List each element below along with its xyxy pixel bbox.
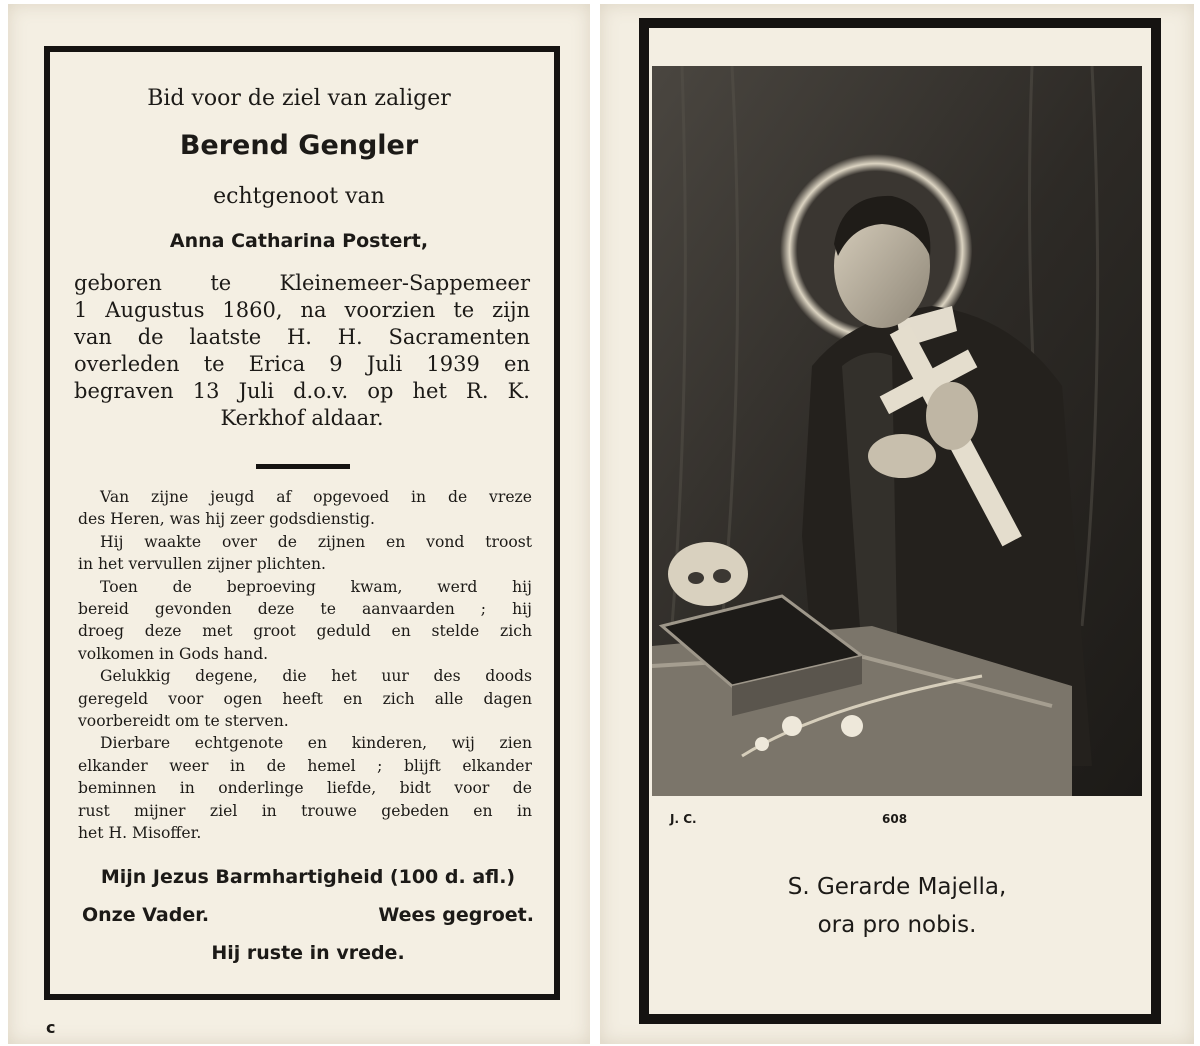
saint-gerard-picture <box>652 66 1142 796</box>
memorial-card-image <box>600 4 1194 1044</box>
bio-line: geboren te Kleinemeer-Sappemeer <box>74 271 530 295</box>
bio-line: overleden te Erica 9 Juli 1939 en <box>74 352 530 376</box>
bio-line: van de laatste H. H. Sacramenten <box>74 325 530 349</box>
divider <box>256 464 350 469</box>
verse-line: rust mijner ziel in trouwe gebeden en in <box>78 801 532 820</box>
intro-line: Bid voor de ziel van zaliger <box>147 86 451 111</box>
verse-line: het H. Misoffer. <box>78 824 202 843</box>
verse-line: elkander weer in de hemel ; blijft elkander <box>78 756 532 775</box>
skull <box>668 542 748 606</box>
bio-line: Kerkhof aldaar. <box>220 406 384 430</box>
verse-line: Gelukkig degene, die het uur des doods <box>100 667 532 686</box>
verse-line: geregeld voor ogen heeft en zich alle dagen <box>78 689 532 708</box>
corner-mark: c <box>46 1018 56 1037</box>
spouse-name: Anna Catharina Postert, <box>169 230 429 252</box>
verse-line: Hij waakte over de zijnen en vond troost <box>100 532 532 551</box>
invocation-line-2: ora pro nobis. <box>817 912 977 938</box>
verse-line: Toen de beproeving kwam, werd hij <box>100 577 532 596</box>
invocation-line-1: S. Gerarde Majella, <box>787 874 1007 900</box>
verse-line: volkomen in Gods hand. <box>78 644 269 663</box>
deceased-name: Berend Gengler <box>179 130 419 161</box>
spouse-label: echtgenoot van <box>213 184 385 209</box>
verse-line: droeg deze met groot geduld en stelde zich <box>78 622 532 641</box>
verse-line: beminnen in onderlinge liefde, bidt voor de <box>78 779 532 798</box>
prayer-hail-mary: Wees gegroet. <box>378 904 534 926</box>
prayer-our-father: Onze Vader. <box>82 904 210 926</box>
saint-illustration <box>652 66 1142 796</box>
biography <box>74 270 530 432</box>
verse-line: des Heren, was hij zeer godsdienstig. <box>78 510 375 529</box>
rest-in-peace: Hij ruste in vrede. <box>211 942 405 964</box>
bio-line: begraven 13 Juli d.o.v. op het R. K. <box>74 379 530 403</box>
prayer-line: Mijn Jezus Barmhartigheid (100 d. afl.) <box>100 866 516 888</box>
verse-line: Van zijne jeugd af opgevoed in de vreze <box>100 488 532 506</box>
publisher-mark: J. C. <box>670 812 697 826</box>
memorial-card-text <box>8 4 590 1044</box>
verse-line: in het vervullen zijner plichten. <box>78 555 326 574</box>
verse-line: Dierbare echtgenote en kinderen, wij zien <box>100 734 532 753</box>
bio-line: 1 Augustus 1860, na voorzien te zijn <box>74 298 530 322</box>
verse-text <box>78 486 532 845</box>
verse-line: bereid gevonden deze te aanvaarden ; hij <box>78 600 532 619</box>
print-number: 608 <box>882 812 908 826</box>
verse-line: voorbereidt om te sterven. <box>78 712 289 731</box>
